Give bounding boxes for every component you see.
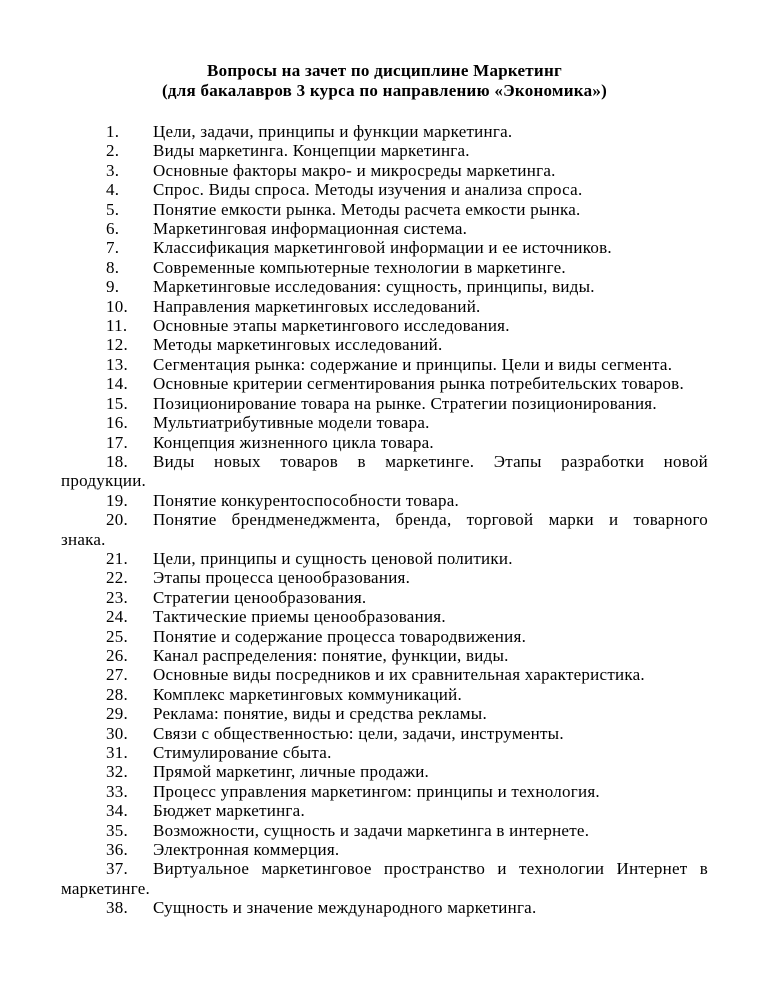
question-text: Маркетинговые исследования: сущность, принципы, виды. — [153, 277, 595, 297]
list-item — [61, 219, 708, 238]
list-item — [61, 627, 708, 646]
list-item — [61, 685, 708, 704]
list-item — [61, 510, 708, 549]
question-number: 20. — [106, 510, 128, 530]
question-text: Бюджет маркетинга. — [153, 801, 305, 821]
question-text: Стимулирование сбыта. — [153, 743, 332, 762]
question-text: Цели, принципы и сущность ценовой политики. — [153, 548, 513, 568]
question-text: Основные критерии сегментирования рынка потребительских товаров. — [153, 374, 684, 394]
list-item — [61, 568, 708, 587]
question-number: 34. — [106, 801, 128, 821]
question-number: 24. — [106, 607, 128, 627]
question-text: Понятие емкости рынка. Методы расчета емкости рынка. — [153, 199, 581, 219]
list-item — [61, 646, 708, 665]
list-item — [61, 122, 708, 141]
question-number: 14. — [106, 374, 128, 394]
list-item — [61, 297, 708, 316]
list-item — [61, 743, 708, 762]
question-number: 25. — [106, 626, 128, 646]
question-text: Прямой маркетинг, личные продажи. — [153, 762, 430, 782]
question-line-1 — [61, 510, 708, 529]
question-number: 1. — [106, 122, 120, 141]
question-text: Основные виды посредников и их сравнительная характеристика. — [153, 665, 645, 685]
question-number: 32. — [106, 762, 128, 782]
question-number: 23. — [106, 587, 128, 607]
question-number: 28. — [106, 684, 128, 704]
list-item — [61, 355, 708, 374]
question-number: 5. — [106, 199, 120, 219]
list-item — [61, 840, 708, 859]
title-line-2: (для бакалавров 3 курса по направлению «Экономика») — [161, 81, 607, 100]
question-number: 15. — [106, 393, 128, 413]
question-text: Сегментация рынка: содержание и принципы. Цели и виды сегмента. — [153, 354, 673, 374]
question-number: 7. — [106, 238, 120, 258]
list-item — [61, 433, 708, 452]
list-item — [61, 161, 708, 180]
question-number: 36. — [106, 840, 128, 860]
question-text: Основные этапы маркетингового исследования. — [153, 316, 510, 336]
question-text: Направления маркетинговых исследований. — [153, 296, 481, 316]
question-text: Реклама: понятие, виды и средства рекламы. — [153, 704, 487, 724]
question-text: Основные факторы макро- и микросреды маркетинга. — [153, 160, 556, 180]
question-text: Стратегии ценообразования. — [153, 587, 367, 607]
question-text: Возможности, сущность и задачи маркетинга в интернете. — [153, 820, 590, 840]
question-number: 31. — [106, 743, 128, 762]
list-item — [61, 898, 708, 917]
list-item — [61, 607, 708, 626]
list-item — [61, 704, 708, 723]
question-text: Современные компьютерные технологии в маркетинге. — [153, 257, 566, 277]
question-number: 19. — [106, 490, 128, 510]
list-item — [61, 413, 708, 432]
question-line-2: продукции. — [61, 471, 147, 491]
list-item — [61, 200, 708, 219]
list-item — [61, 801, 708, 820]
title-line-1: Вопросы на зачет по дисциплине Маркетинг — [207, 61, 562, 80]
question-number: 37. — [106, 859, 128, 879]
question-text: Классификация маркетинговой информации и ее источников. — [153, 238, 612, 258]
question-number: 11. — [106, 316, 128, 336]
question-number: 26. — [106, 645, 128, 665]
list-item — [61, 724, 708, 743]
question-text: Понятие и содержание процесса товародвижения. — [153, 626, 527, 646]
question-text: Мультиатрибутивные модели товара. — [153, 413, 430, 433]
question-text: Понятие брендменеджмента, бренда, торговой марки и товарного — [153, 510, 708, 530]
list-item — [61, 277, 708, 296]
question-number: 18. — [106, 451, 128, 471]
list-item — [61, 335, 708, 354]
question-number: 29. — [106, 704, 128, 724]
question-number: 35. — [106, 820, 128, 840]
question-number: 4. — [106, 180, 120, 200]
list-item — [61, 665, 708, 684]
question-text: Позиционирование товара на рынке. Стратегии позиционирования. — [153, 393, 657, 413]
question-number: 8. — [106, 257, 120, 277]
question-number: 22. — [106, 568, 128, 588]
question-text: Этапы процесса ценообразования. — [153, 568, 411, 588]
question-number: 30. — [106, 723, 128, 743]
question-number: 12. — [106, 335, 128, 355]
list-item — [61, 141, 708, 160]
question-text: Процесс управления маркетингом: принципы и технология. — [153, 781, 600, 801]
question-text: Виртуальное маркетинговое пространство и технологии Интернет в — [153, 859, 708, 879]
list-item — [61, 762, 708, 781]
question-number: 27. — [106, 665, 128, 685]
list-item — [61, 549, 708, 568]
question-number: 2. — [106, 141, 120, 161]
question-text: Виды новых товаров в маркетинге. Этапы разработки новой — [153, 451, 708, 471]
question-text: Сущность и значение международного маркетинга. — [153, 898, 537, 918]
question-number: 13. — [106, 354, 128, 374]
question-text: Виды маркетинга. Концепции маркетинга. — [153, 141, 470, 161]
question-line-2: знака. — [61, 529, 106, 549]
question-number: 6. — [106, 219, 120, 239]
question-text: Тактические приемы ценообразования. — [153, 607, 446, 627]
list-item — [61, 374, 708, 393]
question-line-1 — [61, 859, 708, 878]
list-item — [61, 394, 708, 413]
question-number: 33. — [106, 781, 128, 801]
list-item — [61, 588, 708, 607]
question-number: 16. — [106, 413, 128, 433]
question-number: 17. — [106, 432, 128, 452]
question-text: Спрос. Виды спроса. Методы изучения и анализа спроса. — [153, 180, 583, 200]
question-number: 21. — [106, 548, 128, 568]
question-line-1 — [61, 452, 708, 471]
question-list — [61, 122, 708, 918]
list-item — [61, 180, 708, 199]
list-item — [61, 491, 708, 510]
question-number: 38. — [106, 898, 128, 918]
question-line-2: маркетинге. — [61, 878, 150, 898]
list-item — [61, 859, 708, 898]
question-number: 3. — [106, 160, 120, 180]
question-text: Комплекс маркетинговых коммуникаций. — [153, 684, 462, 704]
list-item — [61, 316, 708, 335]
question-text: Методы маркетинговых исследований. — [153, 335, 443, 355]
question-text: Маркетинговая информационная система. — [153, 219, 468, 239]
list-item — [61, 238, 708, 257]
list-item — [61, 452, 708, 491]
list-item — [61, 782, 708, 801]
question-text: Связи с общественностью: цели, задачи, инструменты. — [153, 723, 564, 743]
list-item — [61, 258, 708, 277]
question-text: Понятие конкурентоспособности товара. — [153, 490, 460, 510]
question-text: Электронная коммерция. — [153, 840, 340, 860]
document-title — [61, 61, 708, 101]
question-text: Концепция жизненного цикла товара. — [153, 432, 434, 452]
question-text: Канал распределения: понятие, функции, виды. — [153, 645, 509, 665]
question-number: 9. — [106, 277, 120, 297]
list-item — [61, 821, 708, 840]
question-text: Цели, задачи, принципы и функции маркетинга. — [153, 122, 513, 141]
question-number: 10. — [106, 296, 128, 316]
